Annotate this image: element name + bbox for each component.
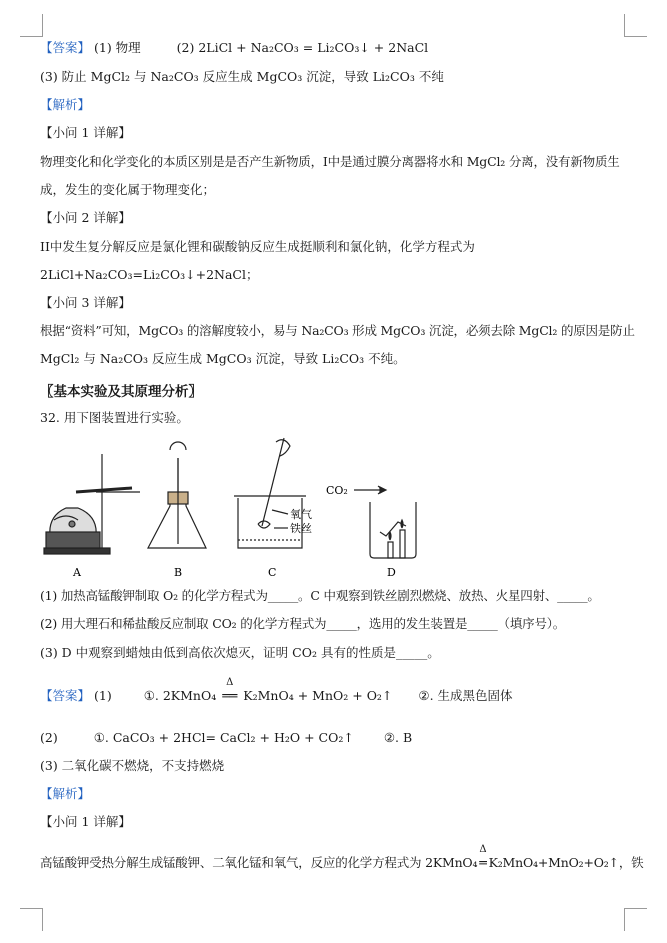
- apparatus-figure: [40, 436, 460, 584]
- paragraph-line: 根据“资料”可知，MgCO₃ 的溶解度较小，易与 Na₂CO₃ 形成 MgCO₃ 沉淀，必须去除 MgCl₂ 的原因是防止: [40, 323, 635, 338]
- corner-mark: [20, 908, 43, 931]
- apparatus-a: [44, 454, 140, 554]
- answer-choice: K₂MnO₄ + MnO₂ + O₂↑: [243, 688, 393, 703]
- label-wire: 铁丝: [290, 522, 312, 535]
- answer-line-2: [40, 728, 627, 748]
- label-c: C: [268, 566, 277, 579]
- corner-mark: [624, 908, 647, 931]
- answer-choice: ①. CaCO₃ + 2HCl= CaCl₂ + H₂O + CO₂↑: [93, 730, 354, 745]
- corner-mark: [20, 14, 43, 37]
- answer-number: (1): [94, 688, 112, 703]
- sub-question-3: (3) D 中观察到蜡烛由低到高依次熄灭，证明 CO₂ 具有的性质是_____。: [40, 645, 440, 660]
- paragraph-text: 高锰酸钾受热分解生成锰酸钾、二氧化锰和氧气，反应的化学方程式为 2KMnO₄: [40, 855, 478, 870]
- sub-question-2: (2) 用大理石和稀盐酸反应制取 CO₂ 的化学方程式为_____，选用的发生装置是_____（填序号）。: [40, 616, 566, 631]
- label-a: A: [73, 566, 81, 579]
- analysis-tag: 【解析】: [40, 786, 91, 801]
- equation-line: 2LiCl+Na₂CO₃=Li₂CO₃↓+2NaCl；: [40, 267, 259, 282]
- answer-line-1: [40, 677, 627, 706]
- answer-line-3: (3) 二氧化碳不燃烧，不支持燃烧: [40, 758, 225, 773]
- label-b: B: [174, 566, 183, 579]
- paragraph-line: II中发生复分解反应是氯化锂和碳酸钠反应生成挺顺利和氯化钠，化学方程式为: [40, 239, 475, 254]
- question-stem: 32. 用下图装置进行实验。: [40, 410, 189, 425]
- answer-tag: 【答案】: [40, 688, 91, 703]
- apparatus-d: [354, 486, 416, 558]
- sub-question-head: 【小问 3 详解】: [40, 295, 131, 310]
- sub-question-head: 【小问 1 详解】: [40, 814, 131, 829]
- paragraph-line: 物理变化和化学变化的本质区别是是否产生新物质，I中是通过膜分离器将水和 MgCl₂ 分离，没有新物质生: [40, 154, 620, 169]
- label-oxygen: 氧气: [290, 508, 312, 521]
- paragraph-line: MgCl₂ 与 Na₂CO₃ 反应生成 MgCO₃ 沉淀，导致 Li₂CO₃ 不纯。: [40, 351, 406, 366]
- label-co2: CO₂: [326, 484, 348, 497]
- answer-tag: 【答案】: [40, 40, 91, 55]
- analysis-tag: 【解析】: [40, 97, 91, 112]
- answer-part2: (2) 2LiCl + Na₂CO₃ = Li₂CO₃↓ + 2NaCl: [176, 40, 429, 55]
- sub-question-1: (1) 加热高锰酸钾制取 O₂ 的化学方程式为_____。C 中观察到铁丝剧烈燃烧、放热、火星四射、_____。: [40, 588, 600, 603]
- paragraph-text: K₂MnO₄+MnO₂+O₂↑，铁: [488, 855, 644, 870]
- paragraph-line: [40, 844, 644, 873]
- heat-condition: Δ ══: [222, 677, 238, 703]
- heat-condition: Δ ═: [479, 844, 487, 870]
- answer-part1: (1) 物理: [94, 40, 141, 55]
- prev-answer-line3: (3) 防止 MgCl₂ 与 Na₂CO₃ 反应生成 MgCO₃ 沉淀，导致 Li₂CO₃ 不纯: [40, 69, 444, 84]
- section-title: 〖基本实验及其原理分析〗: [40, 384, 202, 400]
- corner-mark: [624, 14, 647, 37]
- answer-choice: ②. B: [383, 730, 413, 745]
- sub-question-head: 【小问 2 详解】: [40, 210, 131, 225]
- prev-answer-line: [40, 38, 627, 58]
- answer-number: (2): [40, 730, 58, 745]
- label-d: D: [387, 566, 396, 579]
- answer-choice: ①. 2KMnO₄: [143, 688, 217, 703]
- paragraph-line: 成，发生的变化属于物理变化；: [40, 182, 216, 197]
- apparatus-b: [148, 442, 206, 548]
- sub-question-head: 【小问 1 详解】: [40, 125, 131, 140]
- answer-choice: ②. 生成黑色固体: [418, 688, 513, 703]
